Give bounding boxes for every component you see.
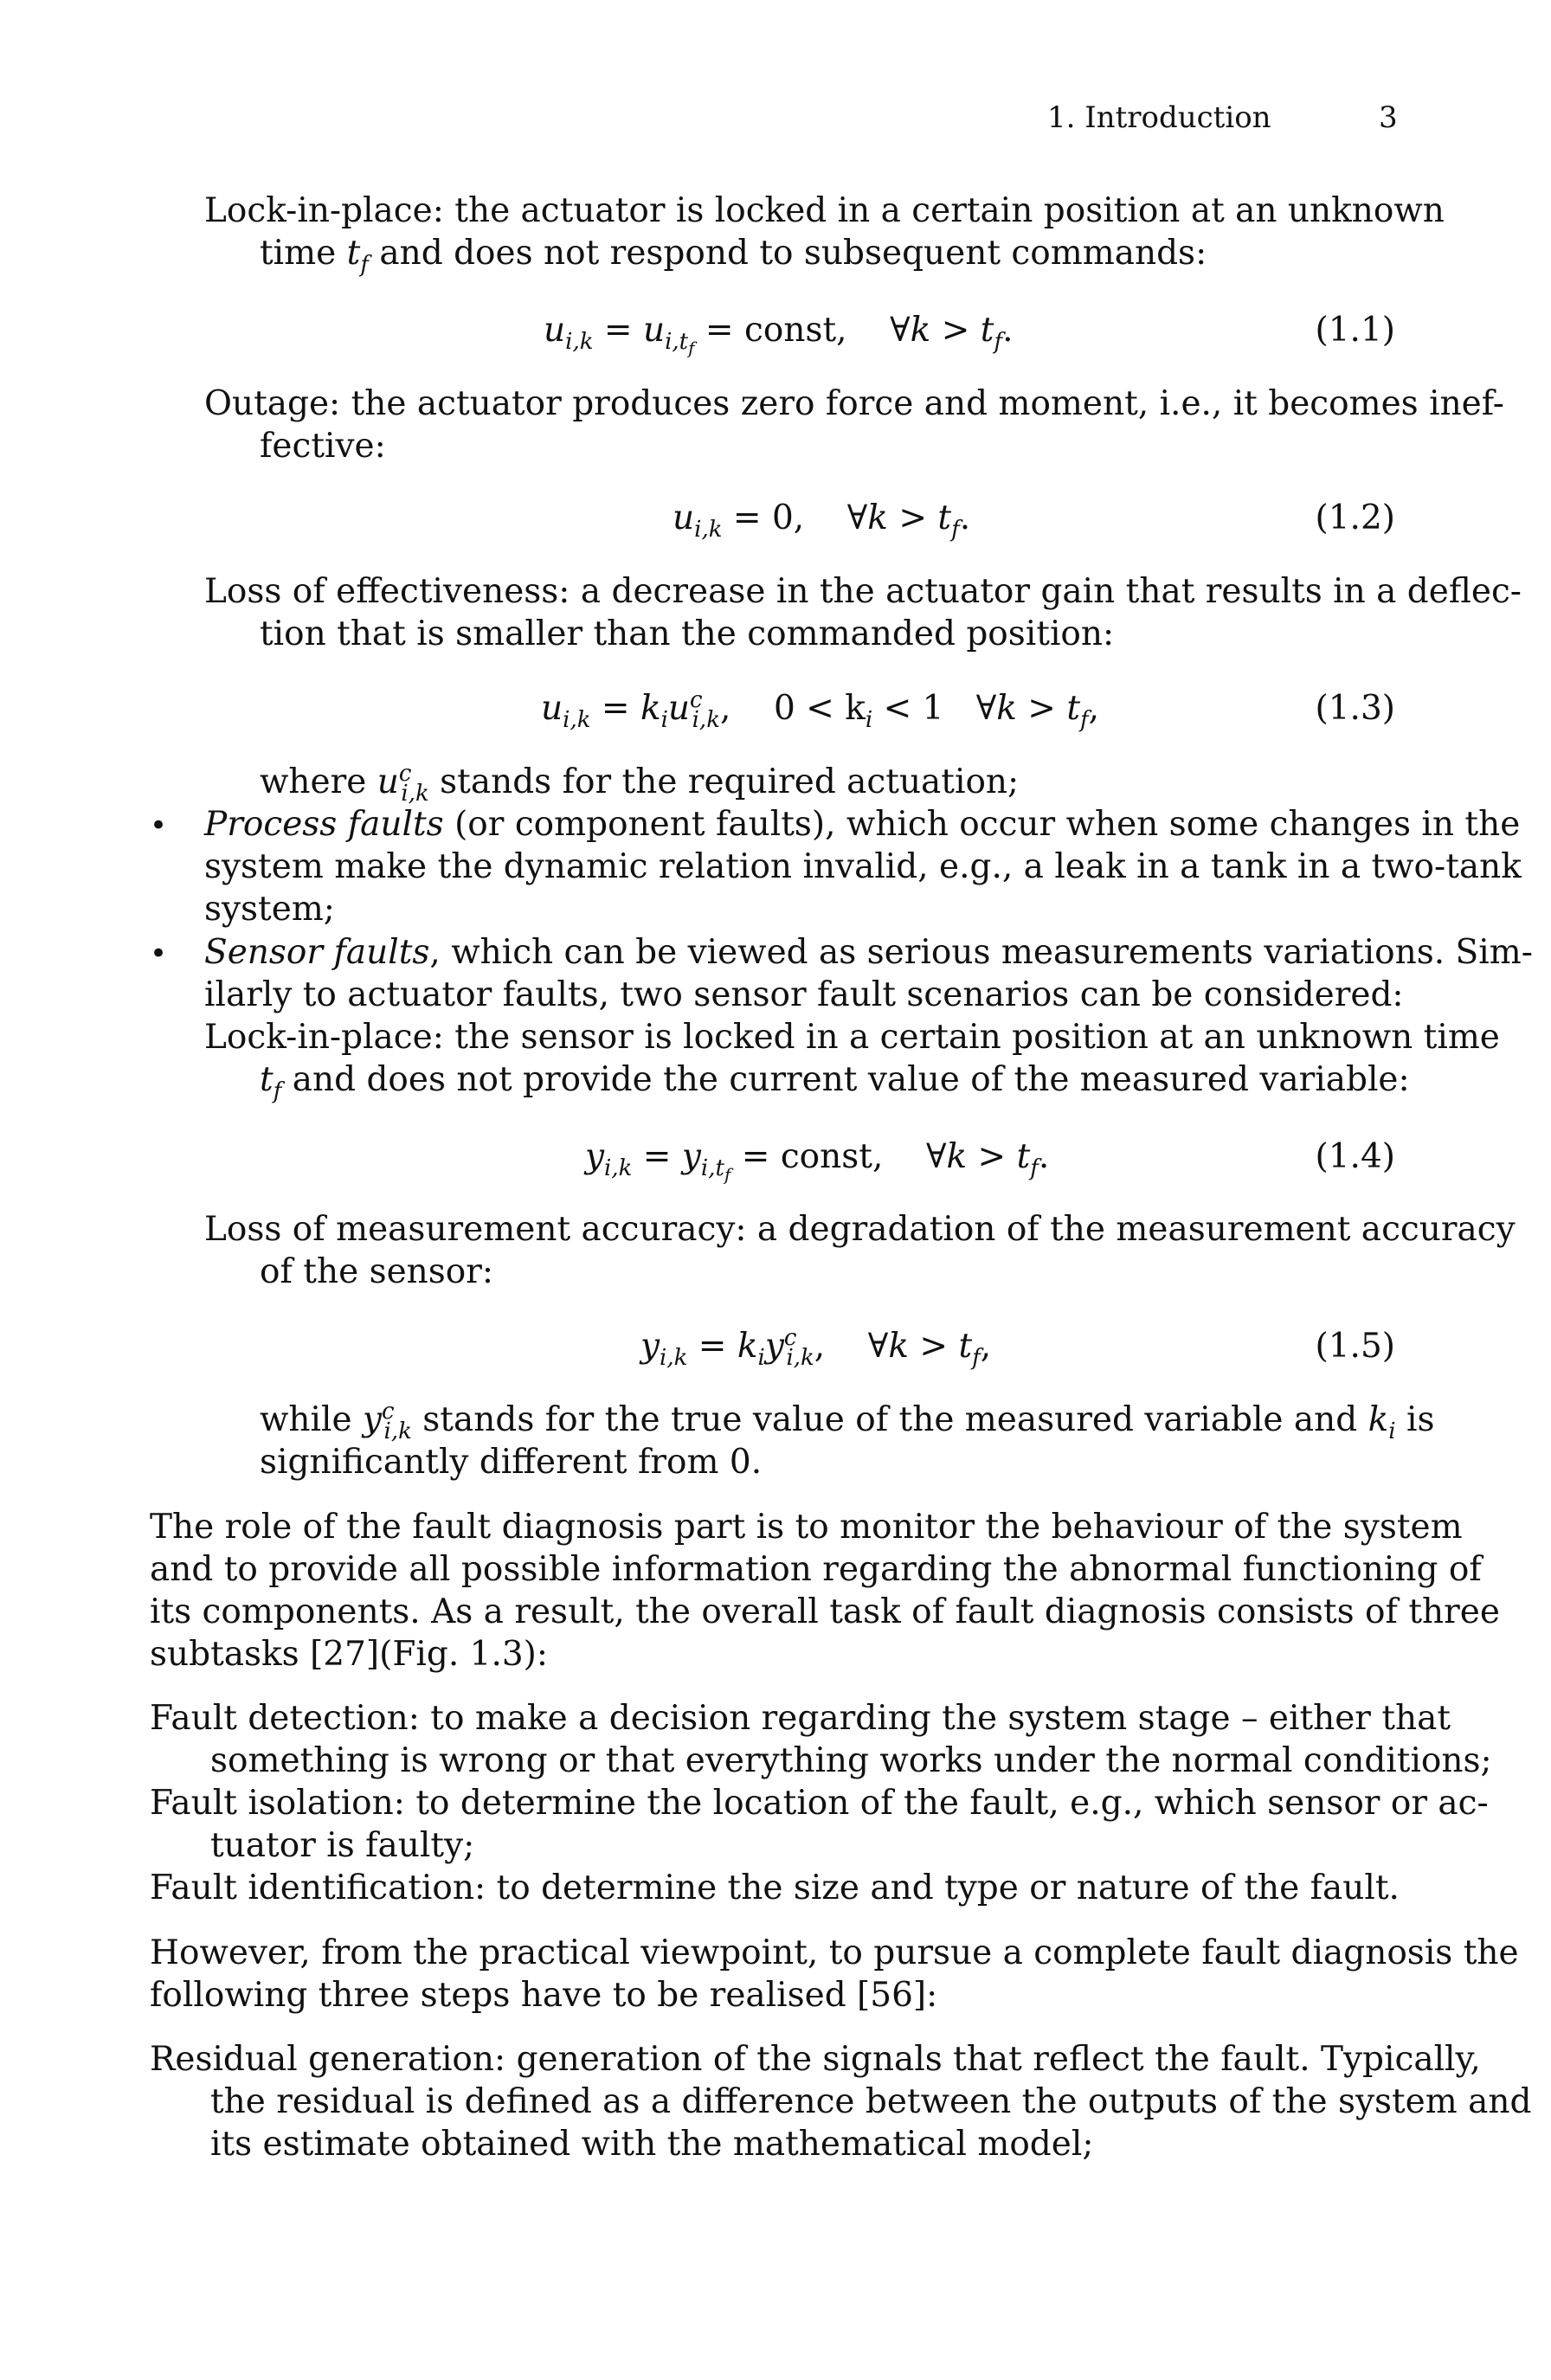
time-word: time [260,234,337,273]
equation-1-1: $u_{i,k} = u_{i,t_f}$ = const, ∀k > $t_f$. [544,311,1014,358]
process-faults-text: (or component faults), which occur when some changes in the [443,805,1521,844]
equation-number-1-3: (1.3) [1315,689,1395,728]
bullet-dot: • [150,936,168,971]
residual-generation-line3: its estimate obtained with the mathematical model; [210,2125,1094,2164]
paragraph1-line4: subtasks [27](Fig. 1.3): [150,1635,549,1674]
term-label: Outage: [204,384,341,423]
term-label: Fault isolation: [150,1784,405,1823]
term-text: the actuator is locked in a certain position at an unknown [454,191,1445,230]
forall-symbol: ∀ [890,311,911,350]
while-line1: while $y^c_{i,k}$ stands for the true value of the measured variable and $k_i$ is [260,1399,1435,1444]
loss-accuracy-line1 [204,1209,1516,1251]
paragraph2-line2: following three steps have to be realised [56]: [150,1976,938,2015]
residual-generation-line1 [150,2039,1481,2081]
while-line2: significantly different from 0. [260,1443,763,1482]
fault-identification-line1 [150,1868,1400,1909]
equation-number-1-4: (1.4) [1315,1137,1395,1176]
math-tf: $t_f$ [346,234,369,278]
fault-detection-line1 [150,1698,1451,1740]
fault-isolation-line1 [150,1783,1489,1824]
equation-number-1-5: (1.5) [1315,1327,1395,1366]
where-line: where $u^c_{i,k}$ stands for the required actuation; [260,761,1020,807]
paragraph1-line3: its components. As a result, the overall task of fault diagnosis consists of three [150,1592,1500,1631]
residual-generation-line2: the residual is defined as a difference between the outputs of the system and [210,2082,1532,2121]
term-label: Loss of effectiveness: [204,572,570,611]
loss-accuracy-line2: of the sensor: [260,1252,494,1291]
term-label: Fault identification: [150,1869,486,1907]
term-text: a decrease in the actuator gain that results in a deflec- [580,572,1522,611]
sensor-faults-line1 [204,932,1533,974]
process-faults-title: Process faults [204,805,444,844]
equation-number-1-2: (1.2) [1315,499,1395,537]
eq2-rhs: = 0, [732,499,805,537]
while-word: while [260,1400,352,1439]
eq3-cond: 0 < k [773,689,866,728]
term-label: Fault detection: [150,1699,420,1738]
paragraph2-line1: However, from the practical viewpoint, to pursue a complete fault diagnosis the [150,1933,1519,1972]
equation-1-5: $y_{i,k} = k_iy^c_{i,k}$, ∀k > $t_f$, [640,1325,992,1371]
where-word: where [260,762,367,801]
term-text: the sensor is locked in a certain position at an unknown time [454,1018,1500,1057]
sensor-faults-title: Sensor faults [204,933,430,972]
outage-line2: fective: [260,427,386,466]
term-text: the actuator produces zero force and moment, i.e., it becomes inef- [351,384,1504,423]
sensor-lock-line2: $t_f$ and does not provide the current value of the measured variable: [260,1060,1410,1104]
equation-1-4: $y_{i,k} = y_{i,t_f}$ = const, ∀k > $t_f$. [585,1137,1050,1185]
equation-number-1-1: (1.1) [1315,311,1395,350]
equation-1-3: $u_{i,k} = k_iu^c_{i,k}$, $0 < k_i < 1$ ∀k > $t_f$, [541,687,1100,733]
term-text: a degradation of the measurement accuracy [756,1210,1516,1249]
process-faults-line2: system make the dynamic relation invalid, e.g., a leak in a tank in a two-tank [204,847,1522,886]
running-head-chapter: 1. Introduction [1047,100,1271,135]
loss-effectiveness-line2: tion that is smaller than the commanded position: [260,614,1115,653]
equation-1-2: $u_{i,k} = 0$, ∀k > $t_f$. [673,499,971,543]
while-text: stands for the true value of the measured variable and [422,1400,1358,1439]
term-label: Lock-in-place: [204,191,444,230]
where-text: stands for the required actuation; [440,762,1020,801]
fault-isolation-line2: tuator is faulty; [210,1826,475,1865]
const-word: const, [744,311,847,350]
term-text: to determine the size and type or nature of the fault. [496,1869,1400,1907]
actuator-lock-line2 [260,233,1207,278]
bullet-dot: • [150,808,168,843]
sensor-faults-text: , which can be viewed as serious measurements variations. Sim- [429,933,1533,972]
process-faults-line3: system; [204,890,335,929]
sensor-lock-text-end: and does not provide the current value of the measured variable: [292,1060,1410,1099]
eq3-cond2: < 1 [872,689,944,728]
paragraph1-line1: The role of the fault diagnosis part is to monitor the behaviour of the system [150,1508,1463,1547]
term-text: to determine the location of the fault, e.g., which sensor or ac- [415,1784,1489,1823]
term-text: generation of the signals that reflect the fault. Typically, [516,2040,1481,2079]
term-label: Lock-in-place: [204,1018,444,1057]
lock-text-end: and does not respond to subsequent commands: [379,234,1207,273]
term-label: Loss of measurement accuracy: [204,1210,747,1249]
paragraph1-line2: and to provide all possible information regarding the abnormal functioning of [150,1550,1482,1589]
loss-effectiveness-line1 [204,571,1522,613]
outage-line1 [204,383,1504,425]
term-label: Residual generation: [150,2040,506,2079]
sensor-faults-line2: ilarly to actuator faults, two sensor fault scenarios can be considered: [204,975,1404,1014]
page-number: 3 [1379,100,1398,135]
fault-detection-line2: something is wrong or that everything works under the normal conditions; [210,1741,1492,1780]
actuator-lock-line1 [204,190,1445,232]
sensor-lock-line1 [204,1017,1500,1058]
while-is: is [1406,1400,1435,1439]
term-text: to make a decision regarding the system stage – either that [430,1699,1451,1738]
process-faults-line1 [204,804,1520,846]
